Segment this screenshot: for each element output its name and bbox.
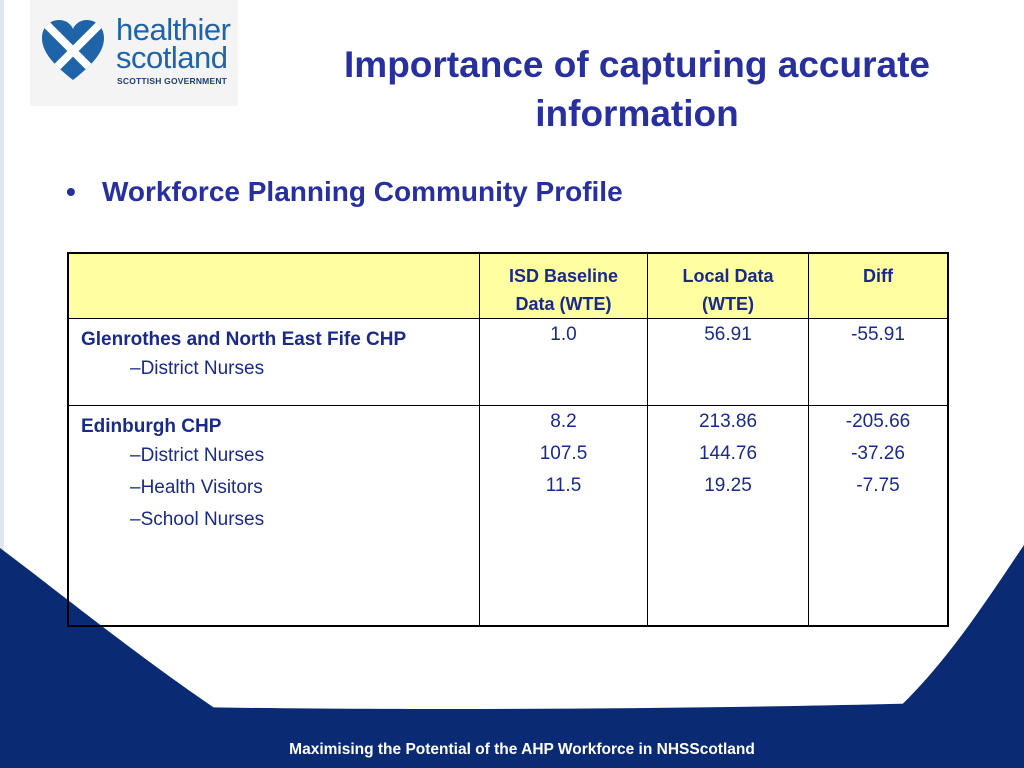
cell-value: 19.25 — [704, 475, 752, 496]
table-cell-isd — [480, 319, 648, 406]
heart-saltire-icon — [40, 18, 106, 84]
table-header-isd-line2: Data (WTE) — [515, 294, 612, 314]
cell-value: 56.91 — [704, 324, 752, 345]
table-header-blank — [68, 253, 480, 319]
bullet-item — [66, 176, 623, 208]
cell-value: 8.2 — [550, 411, 577, 432]
table-cell-isd — [480, 406, 648, 627]
slide-title-line2: information — [535, 93, 739, 134]
slide-title-line1: Importance of capturing accurate — [344, 44, 930, 85]
table-cell-diff — [809, 406, 949, 627]
group-title: Glenrothes and North East Fife CHP — [81, 329, 407, 350]
cell-value: 107.5 — [539, 443, 588, 464]
bullet-text: Workforce Planning Community Profile — [102, 176, 623, 207]
table-header-diff-line1: Diff — [863, 266, 893, 286]
table-header-isd-line1: ISD Baseline — [508, 266, 619, 286]
table-row — [68, 406, 948, 627]
cell-value: -7.75 — [856, 475, 900, 496]
logo-text-scotland: scotland — [116, 40, 228, 75]
table-header-diff — [809, 253, 949, 319]
table-cell-local — [648, 319, 809, 406]
row-label: –Health Visitors — [130, 477, 263, 498]
logo-text-government: SCOTTISH GOVERNMENT — [117, 76, 228, 86]
cell-value: -55.91 — [851, 324, 905, 345]
table-header-local-line2: (WTE) — [702, 294, 754, 314]
bullet-icon: • — [66, 176, 76, 207]
table-header-local — [648, 253, 809, 319]
table-header-local-line1: Local Data — [682, 266, 774, 286]
healthier-scotland-logo — [30, 0, 238, 106]
table-row — [68, 319, 948, 406]
table-cell-label — [68, 319, 480, 406]
row-label: –District Nurses — [130, 358, 265, 379]
table-cell-diff — [809, 319, 949, 406]
cell-value: 144.76 — [698, 443, 758, 464]
table-header-row — [68, 253, 948, 319]
table-header-isd — [480, 253, 648, 319]
table-cell-local — [648, 406, 809, 627]
cell-value: -205.66 — [845, 411, 911, 432]
group-title: Edinburgh CHP — [81, 416, 222, 437]
row-label: –School Nurses — [130, 509, 265, 530]
row-label: –District Nurses — [130, 445, 265, 466]
table-cell-label — [68, 406, 480, 627]
workforce-table — [67, 252, 949, 627]
cell-value: 11.5 — [545, 475, 582, 496]
cell-value: 1.0 — [550, 324, 577, 345]
slide-title — [252, 40, 1022, 138]
cell-value: 213.86 — [698, 411, 758, 432]
logo-text-healthier: healthier — [116, 12, 231, 47]
cell-value: -37.26 — [851, 443, 905, 464]
footer-text: Maximising the Potential of the AHP Workforce in NHSScotland — [289, 741, 755, 758]
